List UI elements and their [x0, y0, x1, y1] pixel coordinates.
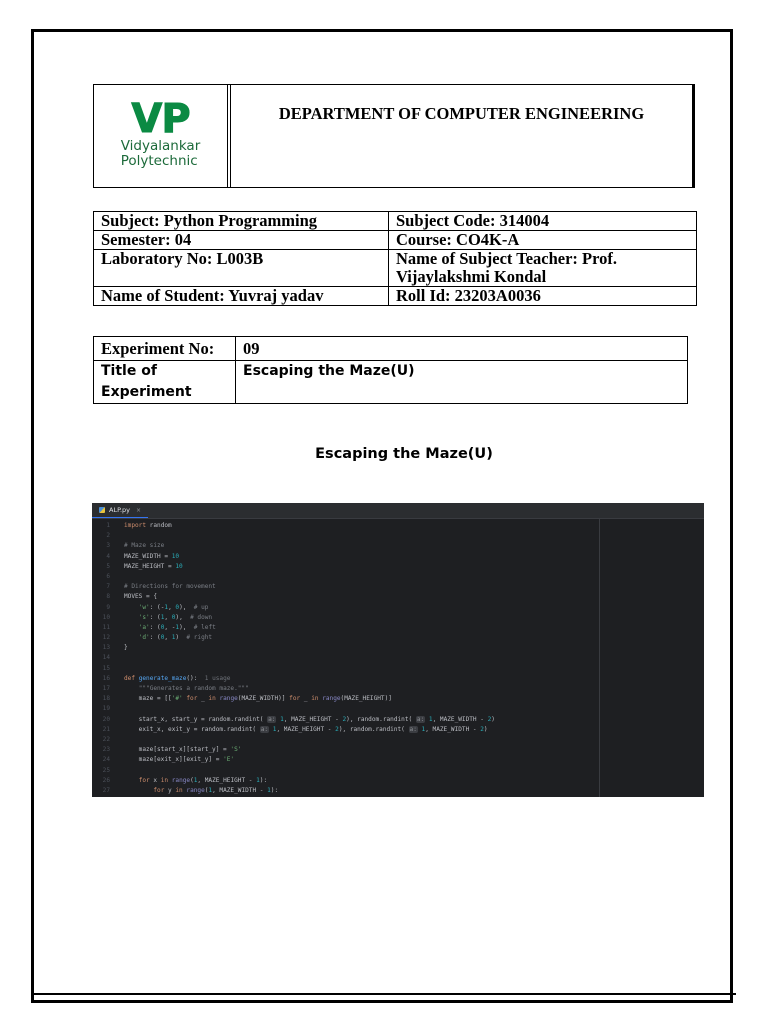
table-row: [94, 337, 688, 361]
code-text: [124, 766, 704, 776]
line-number: 20: [102, 715, 110, 723]
code-text: [124, 572, 704, 582]
course-cell: Course: CO4K-A: [389, 231, 697, 250]
code-line: [92, 633, 704, 643]
line-number: 25: [102, 766, 110, 774]
section-title: Escaping the Maze(U): [315, 446, 493, 462]
code-text: maze[start_x][start_y] = 'S': [124, 746, 242, 754]
code-line: [92, 613, 704, 623]
table-row: [94, 250, 697, 287]
python-file-icon: [99, 507, 105, 513]
experiment-title-label: Title of Experiment: [94, 361, 236, 404]
code-screenshot: [92, 503, 704, 797]
college-logo: [94, 85, 228, 187]
experiment-no-label: Experiment No:: [94, 337, 236, 361]
logo-line-2: Polytechnic: [120, 153, 198, 169]
line-number: 9: [106, 603, 110, 611]
code-line: [92, 521, 704, 531]
code-text: [124, 704, 704, 714]
code-line: [92, 745, 704, 755]
code-line: [92, 592, 704, 602]
subject-info-table: [93, 211, 697, 306]
line-number: 18: [102, 695, 110, 703]
line-number: 7: [106, 583, 110, 591]
code-line: [92, 776, 704, 786]
line-number: 24: [102, 756, 110, 764]
line-number: 4: [106, 552, 110, 560]
code-text: 'w': (-1, 0), # up: [138, 603, 209, 611]
code-line: [92, 552, 704, 562]
code-text: MAZE_WIDTH = 10: [124, 552, 180, 560]
semester-cell: Semester: 04: [94, 231, 389, 250]
code-line: [92, 664, 704, 674]
code-text: import random: [124, 522, 172, 529]
subject-code-cell: Subject Code: 314004: [389, 212, 697, 231]
code-text: def generate_maze(): 1 usage: [124, 674, 231, 682]
code-line: [92, 582, 704, 592]
teacher-cell: Name of Subject Teacher: Prof. Vijaylakshmi Kondal: [389, 250, 697, 287]
roll-id-cell: Roll Id: 23203A0036: [389, 287, 697, 306]
code-editor[interactable]: [92, 519, 704, 796]
line-number: 11: [102, 623, 110, 631]
code-line: [92, 786, 704, 796]
code-text: MAZE_HEIGHT = 10: [124, 562, 183, 570]
code-line: [92, 735, 704, 745]
code-text: 's': (1, 0), # down: [138, 613, 213, 621]
logo-mark: VP: [131, 96, 190, 142]
code-text: [124, 653, 704, 663]
code-line: [92, 572, 704, 582]
line-number: 27: [102, 786, 110, 794]
code-text: start_x, start_y = random.randint( a: 1, MAZE_HEIGHT - 2), random.randint( a: 1, MAZE_WIDTH - 2): [124, 715, 495, 723]
lab-no-cell: Laboratory No: L003B: [94, 250, 389, 287]
code-line: [92, 643, 704, 653]
line-number: 8: [106, 593, 110, 601]
code-text: maze = [['#' for _ in range(MAZE_WIDTH)] for _ in range(MAZE_HEIGHT)]: [124, 695, 392, 703]
table-row: [94, 212, 697, 231]
code-text: for x in range(1, MAZE_HEIGHT - 1):: [138, 776, 268, 784]
code-line: [92, 694, 704, 704]
code-line: [92, 725, 704, 735]
code-line: [92, 755, 704, 765]
table-row: [94, 361, 688, 404]
code-text: for y in range(1, MAZE_WIDTH - 1):: [153, 786, 279, 794]
line-number: 3: [106, 542, 110, 550]
code-line: [92, 603, 704, 613]
line-number: 1: [106, 522, 110, 529]
code-text: MOVES = {: [124, 593, 158, 601]
code-text: # Maze size: [124, 542, 165, 550]
code-line: [92, 684, 704, 694]
code-text: # Directions for movement: [124, 583, 216, 591]
code-line: [92, 674, 704, 684]
table-row: [94, 287, 697, 306]
line-number: 22: [102, 735, 110, 743]
department-title: DEPARTMENT OF COMPUTER ENGINEERING: [231, 85, 694, 187]
table-row: [94, 231, 697, 250]
logo-text: [121, 139, 201, 169]
student-name-cell: Name of Student: Yuvraj yadav: [94, 287, 389, 306]
line-number: 13: [102, 644, 110, 652]
code-text: exit_x, exit_y = random.randint( a: 1, MAZE_HEIGHT - 2), random.randint( a: 1, MAZE_WIDTH - 2): [124, 725, 488, 733]
code-line: [92, 704, 704, 714]
line-number: 12: [102, 634, 110, 642]
line-number: 21: [102, 725, 110, 733]
line-number: 10: [102, 613, 110, 621]
code-text: [124, 664, 704, 674]
experiment-title-value: Escaping the Maze(U): [236, 361, 688, 404]
code-line: [92, 541, 704, 551]
code-line: [92, 562, 704, 572]
code-text: 'd': (0, 1) # right: [138, 634, 213, 642]
code-text: }: [124, 644, 128, 652]
line-number: 16: [102, 674, 110, 682]
line-number: 15: [102, 664, 110, 672]
editor-tab[interactable]: [92, 503, 148, 518]
experiment-no-value: 09: [236, 337, 688, 361]
header-table: [93, 84, 695, 188]
experiment-table: [93, 336, 688, 404]
editor-tab-bar: [92, 503, 704, 519]
logo-line-1: Vidyalankar: [120, 138, 201, 154]
bottom-rule: [31, 993, 736, 995]
tab-label: ALP.py: [109, 506, 131, 514]
line-number: 19: [102, 705, 110, 713]
code-line: [92, 653, 704, 663]
line-number: 5: [106, 562, 110, 570]
code-line: [92, 766, 704, 776]
code-text: [124, 735, 704, 745]
subject-cell: Subject: Python Programming: [94, 212, 389, 231]
code-text: [124, 531, 704, 541]
code-line: [92, 531, 704, 541]
line-number: 26: [102, 776, 110, 784]
line-number: 23: [102, 746, 110, 754]
right-margin-guide: [599, 519, 600, 797]
code-text: maze[exit_x][exit_y] = 'E': [124, 756, 235, 764]
close-icon[interactable]: ×: [136, 506, 142, 514]
code-text: """Generates a random maze.""": [138, 685, 249, 692]
line-number: 2: [106, 532, 110, 540]
code-text: 'a': (0, -1), # left: [138, 623, 216, 631]
line-number: 6: [106, 572, 110, 580]
code-line: [92, 715, 704, 725]
line-number: 14: [102, 654, 110, 662]
code-line: [92, 623, 704, 633]
line-number: 17: [102, 685, 110, 692]
